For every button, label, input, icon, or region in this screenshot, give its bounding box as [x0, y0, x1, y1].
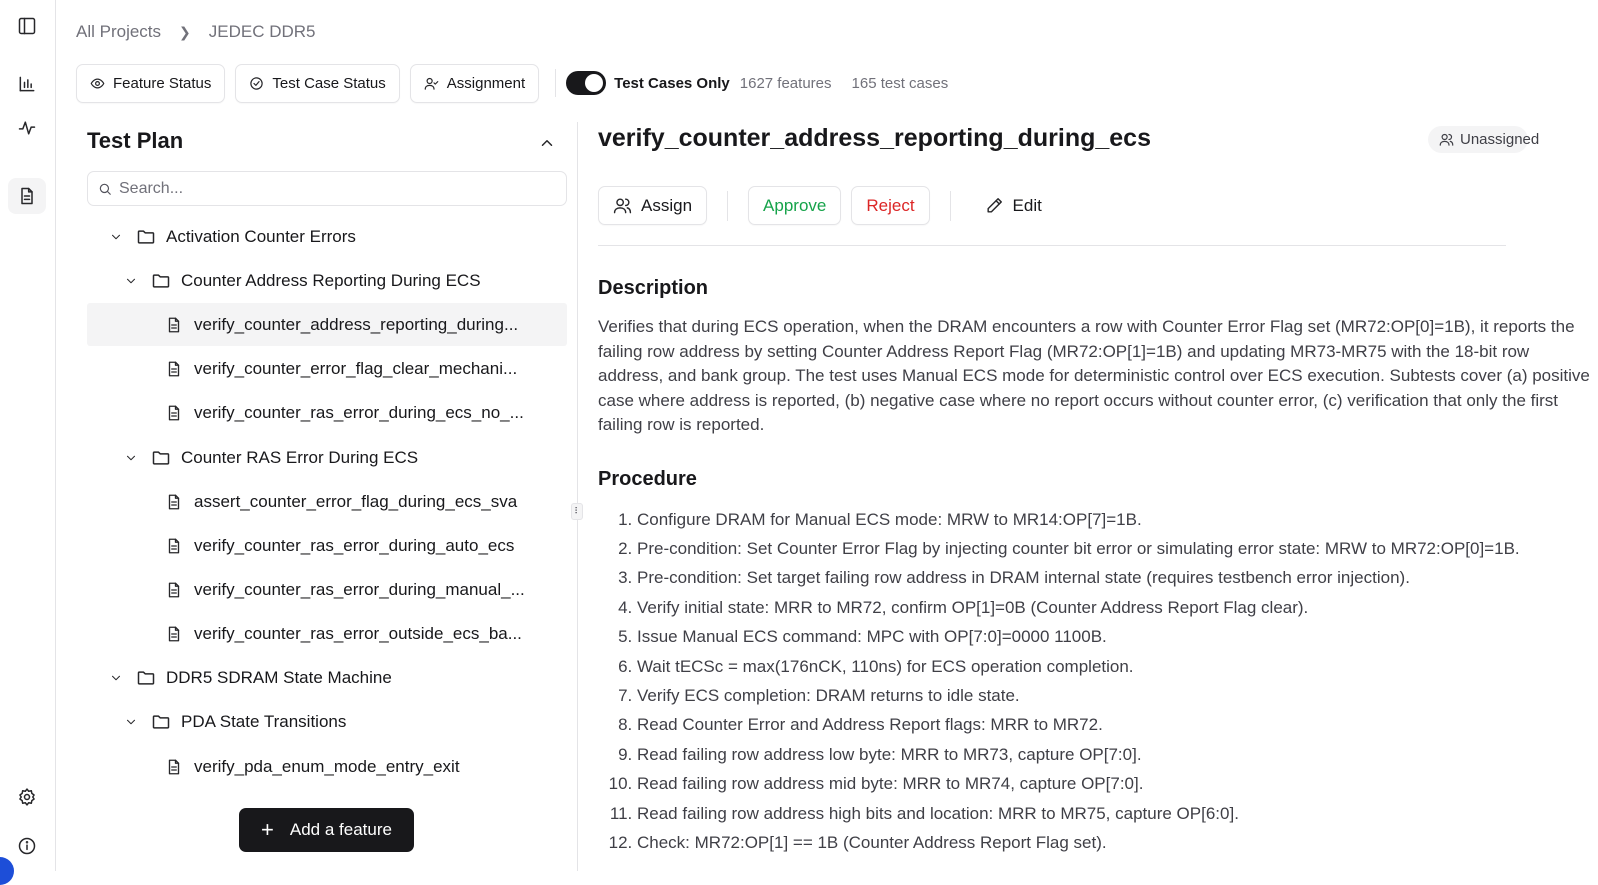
folder-icon [136, 668, 156, 688]
feature-status-button[interactable] [76, 64, 225, 103]
document-icon[interactable] [8, 178, 46, 214]
tree-file-row[interactable] [87, 568, 567, 611]
tree-label: assert_counter_error_flag_during_ecs_sva [194, 491, 518, 511]
sidebar-toggle-icon[interactable] [8, 8, 46, 44]
procedure-list [598, 505, 1598, 858]
tree-file-row[interactable] [87, 391, 567, 434]
procedure-step: 10. Read failing row address mid byte: MRR to MR74, capture OP[7:0]. [608, 774, 1144, 794]
settings-gear-icon[interactable] [8, 779, 46, 815]
search-input[interactable] [119, 180, 549, 198]
actions-divider [950, 191, 951, 221]
procedure-step: 8. Read Counter Error and Address Report flags: MRR to MR72. [618, 715, 1103, 735]
header-divider [598, 245, 1506, 246]
folder-icon [151, 712, 171, 732]
assign-label: Assign [641, 195, 693, 215]
actions-divider [727, 191, 728, 221]
test-case-status-button[interactable] [235, 64, 399, 103]
toolbar-divider [555, 69, 556, 97]
chevron-down-icon [109, 671, 123, 685]
procedure-step: 4. Verify initial state: MRR to MR72, confirm OP[1]=0B (Counter Address Report Flag clear). [618, 597, 1309, 617]
info-icon[interactable] [8, 828, 46, 864]
activity-icon[interactable] [8, 110, 46, 146]
breadcrumb-all-projects[interactable]: All Projects [76, 22, 162, 41]
assignee-status-label: Unassigned [1460, 131, 1540, 148]
eye-icon [90, 76, 105, 91]
edit-button[interactable] [971, 186, 1056, 225]
folder-icon [151, 271, 171, 291]
procedure-step: 5. Issue Manual ECS command: MPC with OP[7:0]=0000 1100B. [618, 627, 1107, 647]
tree-label: PDA State Transitions [181, 711, 347, 731]
file-text-icon [165, 536, 183, 556]
features-count: 1627 features [739, 74, 832, 92]
bar-chart-icon[interactable] [8, 66, 46, 102]
test-cases-only-label: Test Cases Only [614, 74, 730, 92]
procedure-step: 6. Wait tECSc = max(176nCK, 110ns) for ECS operation completion. [618, 656, 1134, 676]
procedure-step: 9. Read failing row address low byte: MRR to MR73, capture OP[7:0]. [618, 744, 1142, 764]
procedure-step: 12. Check: MR72:OP[1] == 1B (Counter Address Report Flag set). [608, 832, 1107, 852]
tree-folder-row[interactable] [87, 436, 567, 479]
tree-folder-row[interactable] [87, 215, 567, 258]
tree-label: Activation Counter Errors [166, 226, 356, 246]
file-text-icon [165, 359, 183, 379]
add-feature-label: Add a feature [289, 820, 392, 839]
pencil-icon [985, 196, 1004, 215]
tree-label: verify_counter_ras_error_during_manual_... [194, 579, 525, 599]
test-plan-title: Test Plan [87, 128, 184, 153]
procedure-step: 11. Read failing row address high bits and location: MRR to MR75, capture OP[6:0]. [609, 803, 1239, 823]
tree-label: verify_counter_ras_error_during_ecs_no_... [194, 402, 524, 422]
tree-label: Counter Address Reporting During ECS [181, 270, 481, 290]
chevron-down-icon [109, 230, 123, 244]
check-circle-icon [249, 76, 264, 91]
tree-label: verify_counter_ras_error_outside_ecs_ba... [194, 623, 522, 643]
tree-label: Counter RAS Error During ECS [181, 447, 419, 467]
tree-file-row[interactable] [87, 524, 567, 567]
tree-label: verify_counter_address_reporting_during... [194, 314, 519, 334]
tree-file-row[interactable] [87, 612, 567, 655]
panel-divider [577, 122, 578, 871]
search-box [87, 171, 567, 206]
folder-icon [136, 227, 156, 247]
file-text-icon [165, 757, 183, 777]
file-text-icon [165, 315, 183, 335]
tree-label: verify_counter_error_flag_clear_mechani... [194, 358, 518, 378]
edit-label: Edit [1012, 195, 1042, 215]
test-cases-only-toggle[interactable] [566, 71, 606, 95]
breadcrumb-current-project[interactable]: JEDEC DDR5 [208, 22, 316, 41]
reject-button[interactable]: Reject [851, 186, 929, 225]
chevron-up-icon[interactable] [538, 134, 556, 152]
breadcrumb [76, 20, 316, 44]
left-rail [0, 0, 56, 871]
procedure-step: 3. Pre-condition: Set target failing row address in DRAM internal state (requires testbench error injection). [618, 568, 1410, 588]
toolbar [76, 63, 968, 103]
tree-label: verify_counter_ras_error_during_auto_ecs [194, 535, 515, 555]
tree-folder-row[interactable] [87, 259, 567, 302]
feature-status-label: Feature Status [113, 74, 212, 92]
search-icon [98, 182, 112, 196]
assignment-button[interactable] [410, 64, 539, 103]
test-case-title: verify_counter_address_reporting_during_ecs [598, 124, 1151, 152]
user-check-icon [424, 76, 439, 91]
resize-handle-icon[interactable]: ⠇ [571, 503, 583, 520]
test-case-actions [598, 186, 1066, 225]
add-feature-button[interactable] [239, 808, 414, 852]
tree-folder-row[interactable] [87, 700, 567, 743]
chevron-down-icon [124, 274, 138, 288]
users-icon [1439, 132, 1454, 147]
chevron-down-icon [124, 715, 138, 729]
tree-file-row[interactable] [87, 745, 567, 788]
tree-file-row[interactable] [87, 347, 567, 390]
assign-button[interactable] [598, 186, 707, 225]
file-text-icon [165, 624, 183, 644]
chevron-right-icon: ❯ [179, 23, 191, 40]
folder-icon [151, 448, 171, 468]
plus-icon: + [261, 817, 274, 842]
chevron-down-icon [124, 451, 138, 465]
test-cases-count: 165 test cases [851, 74, 949, 92]
tree-file-row[interactable] [87, 480, 567, 523]
tree-label: DDR5 SDRAM State Machine [166, 667, 392, 687]
tree-file-row-selected[interactable] [87, 303, 567, 346]
users-icon [613, 196, 632, 215]
procedure-step: 1. Configure DRAM for Manual ECS mode: MRW to MR14:OP[7]=1B. [618, 509, 1142, 529]
procedure-step: 7. Verify ECS completion: DRAM returns to idle state. [618, 686, 1020, 706]
file-text-icon [165, 403, 183, 423]
tree-label: verify_pda_enum_mode_entry_exit [194, 756, 460, 776]
procedure-step: 2. Pre-condition: Set Counter Error Flag by injecting counter bit error or simulating error state: MRW to MR72:OP[0]=1B. [618, 539, 1520, 559]
tree-folder-row[interactable] [87, 656, 567, 699]
procedure-heading: Procedure [598, 468, 697, 490]
file-text-icon [165, 580, 183, 600]
file-text-icon [165, 492, 183, 512]
assignment-label: Assignment [446, 74, 526, 92]
approve-button[interactable]: Approve [748, 186, 841, 225]
description-heading: Description [598, 277, 709, 299]
test-case-status-label: Test Case Status [272, 74, 386, 92]
description-text: Verifies that during ECS operation, when the DRAM encounters a row with Counter Error Flag set (MR72:OP[0]=1B), it reports the failing row address by setting Counter Address Report Flag (MR72:OP[1]=1B) and updating MR73-MR75 with the 18-bit row address, and bank group. The test uses Manual ECS mode for deterministic control over ECS execution. Subtests cover (a) positive case where address is reported, (b) negative case where no report occurs without counter error, (c) verification that only the first failing row is reported. [598, 317, 1590, 434]
assignee-status-chip[interactable] [1428, 126, 1540, 153]
